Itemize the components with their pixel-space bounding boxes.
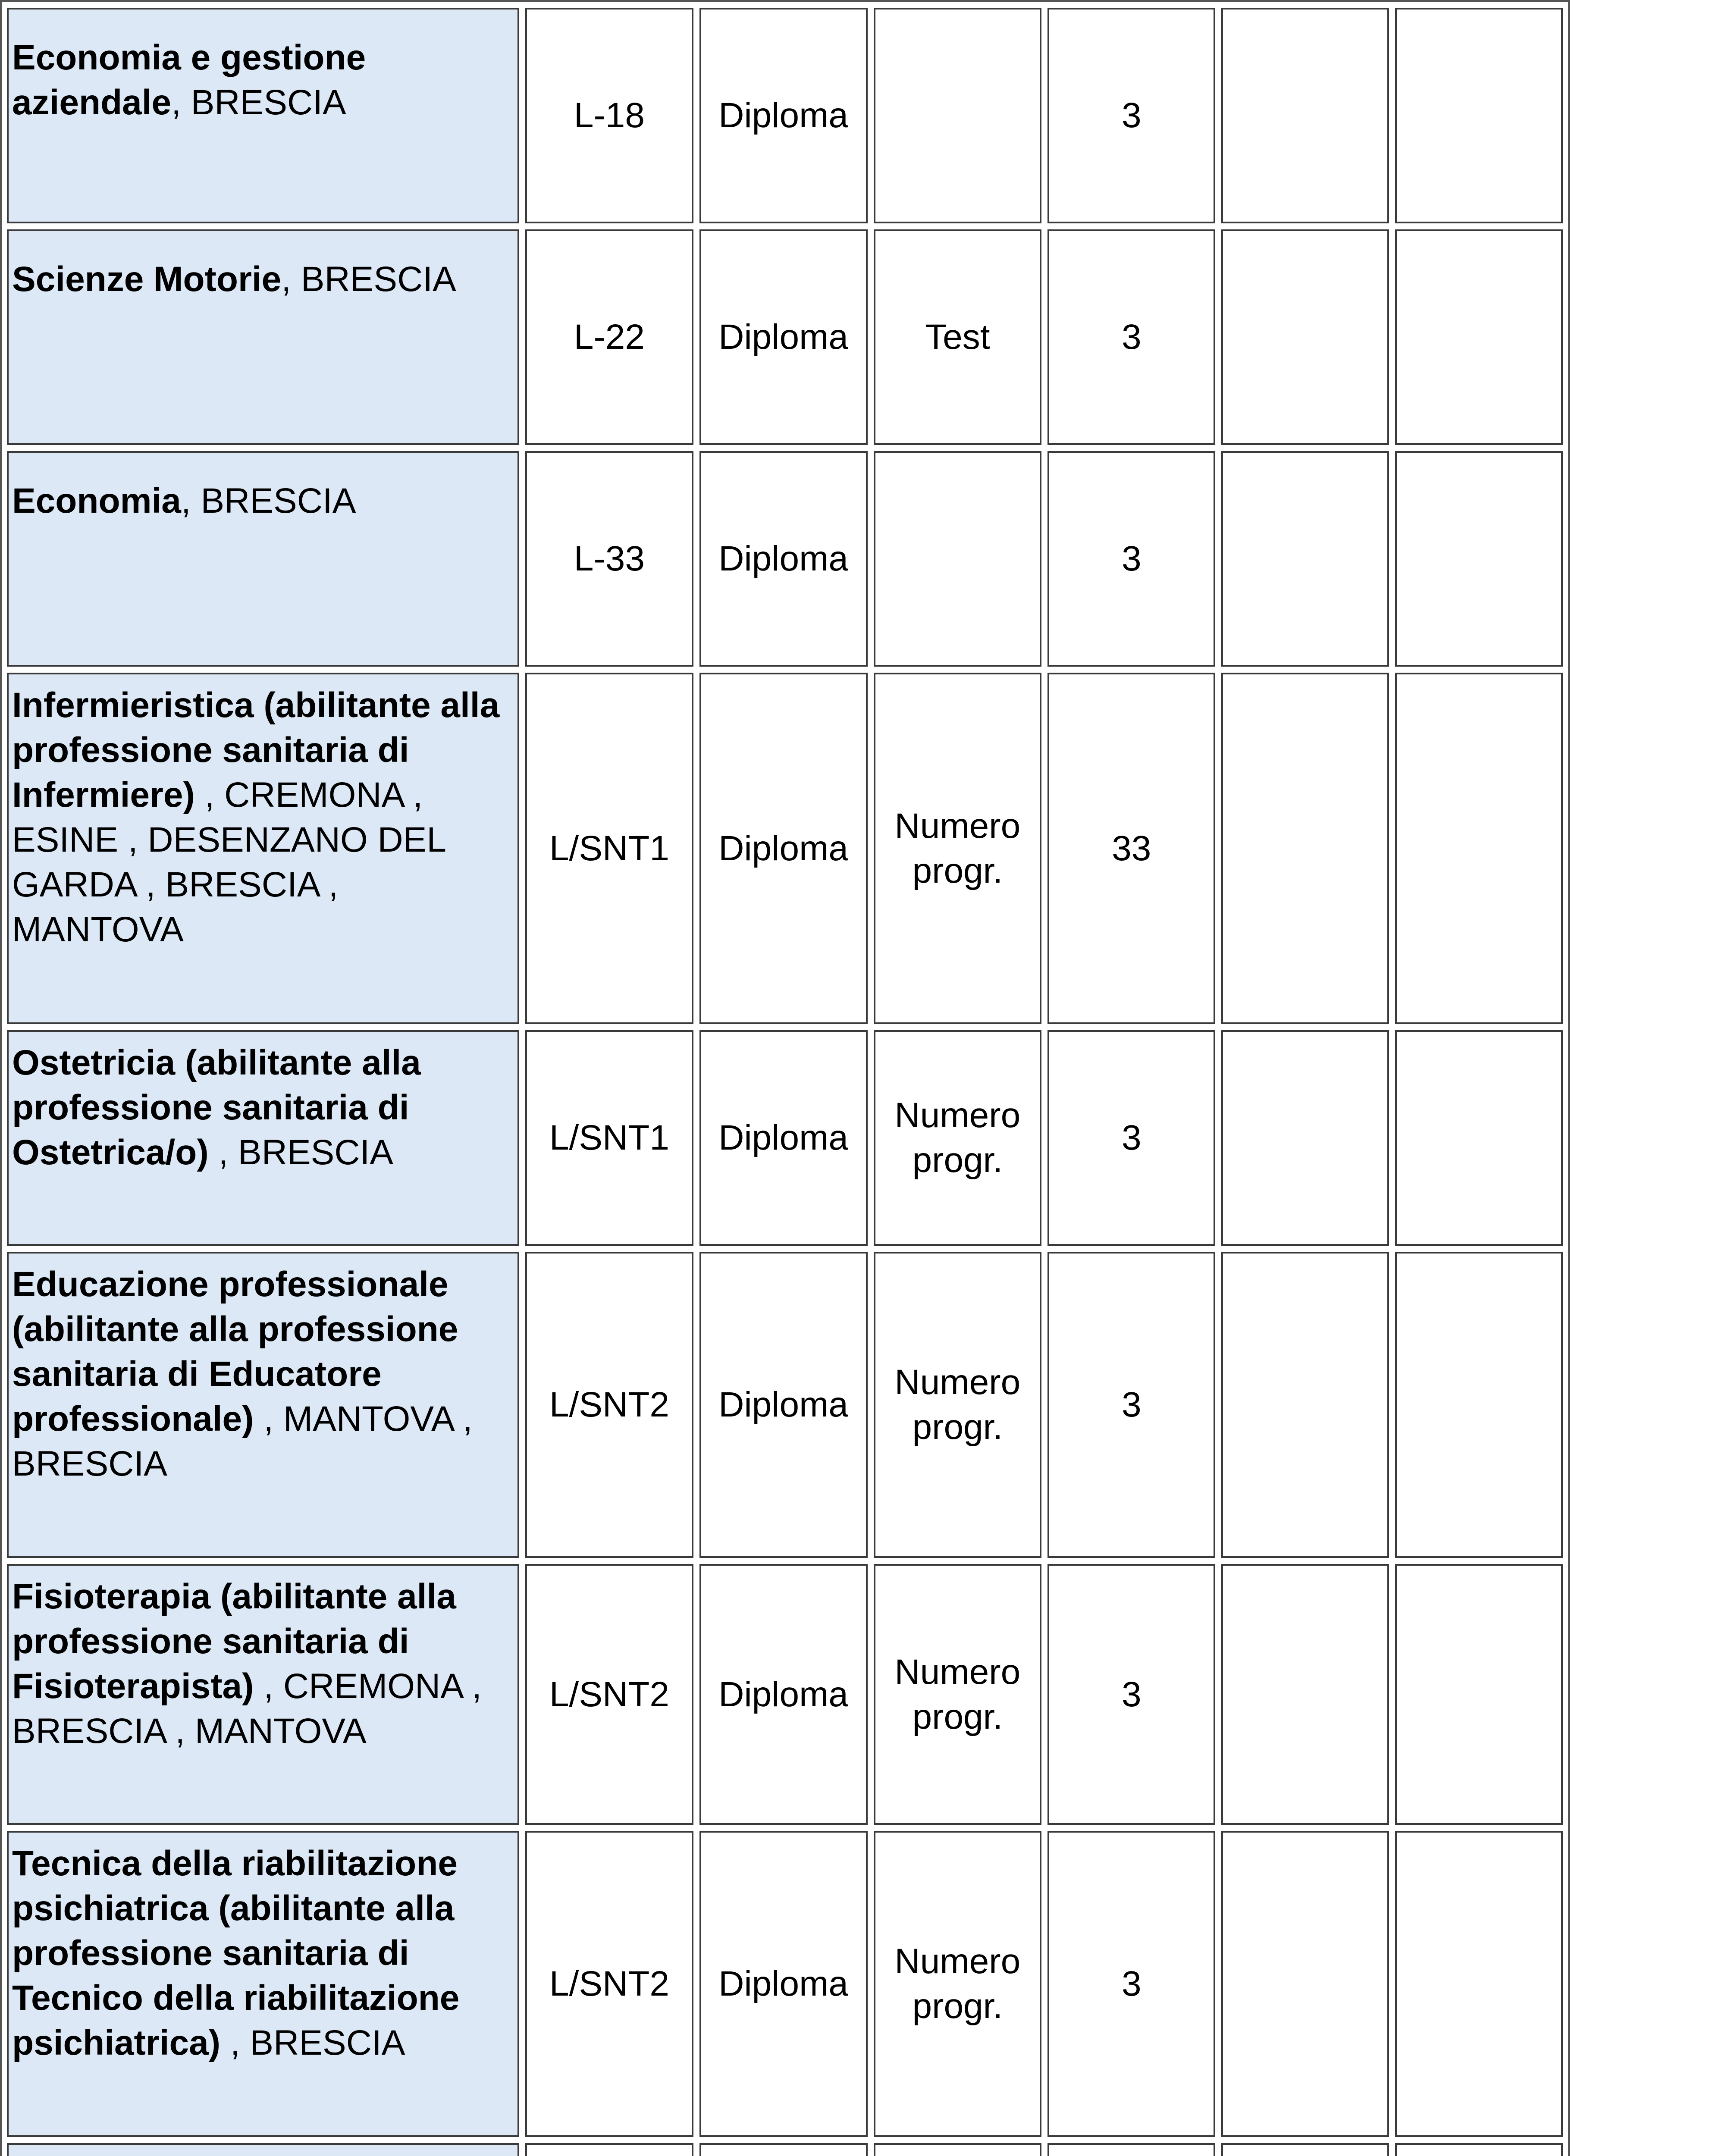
course-title: Tecnica della riabilitazione psichiatrica (abilitante alla professione sanitaria di Tecnico della riabilitazione psichiatrica): [12, 1844, 460, 2062]
course-name-cell: [7, 2143, 519, 2156]
extra-cell-2: [1395, 1831, 1563, 2137]
course-location: , CREMONA , ESINE , DESENZANO DEL GARDA , BRESCIA , MANTOVA: [12, 775, 445, 949]
extra-cell-2: [1395, 673, 1563, 1024]
course-location: , BRESCIA: [181, 481, 356, 520]
course-name-cell: [7, 1831, 519, 2137]
duration-cell: 3: [1047, 1030, 1215, 1246]
course-name-cell: [7, 229, 519, 445]
table-row: [7, 1831, 1563, 2137]
duration-cell: 3: [1047, 1252, 1215, 1558]
duration-cell: [1047, 2143, 1215, 2156]
course-location: , CREMONA , BRESCIA , MANTOVA: [12, 1667, 482, 1751]
extra-cell-2: [1395, 8, 1563, 223]
class-cell: L-22: [525, 229, 693, 445]
table-row: [7, 1252, 1563, 1558]
table-row: [7, 1030, 1563, 1246]
extra-cell-2: [1395, 1564, 1563, 1825]
extra-cell-2: [1395, 451, 1563, 667]
class-cell: L-18: [525, 8, 693, 223]
access-cell: Diploma: [699, 1252, 868, 1558]
admission-cell: Numero progr.: [874, 1831, 1042, 2137]
access-cell: Diploma: [699, 673, 868, 1024]
course-location: , BRESCIA: [208, 1133, 394, 1172]
access-cell: Diploma: [699, 8, 868, 223]
extra-cell-1: [1221, 1030, 1389, 1246]
extra-cell-2: [1395, 1030, 1563, 1246]
admission-cell: Numero progr.: [874, 1252, 1042, 1558]
extra-cell-1: [1221, 1252, 1389, 1558]
class-cell: L/SNT2: [525, 1564, 693, 1825]
table-row: [7, 2143, 1563, 2156]
duration-cell: 3: [1047, 229, 1215, 445]
extra-cell-1: [1221, 1831, 1389, 2137]
access-cell: Diploma: [699, 229, 868, 445]
table-row: [7, 229, 1563, 445]
course-title: Economia: [12, 481, 181, 520]
extra-cell-2: [1395, 2143, 1563, 2156]
duration-cell: 3: [1047, 1564, 1215, 1825]
course-location: , BRESCIA: [171, 83, 346, 122]
extra-cell-2: [1395, 229, 1563, 445]
course-title: Ostetricia (abilitante alla professione sanitaria di Ostetrica/o): [12, 1043, 421, 1172]
class-cell: L/SNT2: [525, 1831, 693, 2137]
duration-cell: 3: [1047, 8, 1215, 223]
course-title: Educazione professionale (abilitante alla professione sanitaria di Educatore professionale): [12, 1265, 458, 1438]
course-title: Economia e gestione aziendale: [12, 38, 366, 122]
extra-cell-1: [1221, 451, 1389, 667]
course-title: Fisioterapia (abilitante alla professione sanitaria di Fisioterapista): [12, 1577, 456, 1706]
course-name-cell: [7, 1252, 519, 1558]
course-name-cell: [7, 1564, 519, 1825]
admission-cell: Test: [874, 229, 1042, 445]
course-location: , MANTOVA , BRESCIA: [12, 1399, 473, 1483]
course-name-cell: [7, 1030, 519, 1246]
access-cell: Diploma: [699, 451, 868, 667]
class-cell: L/SNT2: [525, 1252, 693, 1558]
course-title: Scienze Motorie: [12, 260, 282, 299]
duration-cell: 3: [1047, 451, 1215, 667]
table-row: [7, 451, 1563, 667]
access-cell: [699, 2143, 868, 2156]
course-table: [1, 2, 1569, 2156]
extra-cell-1: [1221, 229, 1389, 445]
admission-cell: Numero progr.: [874, 673, 1042, 1024]
access-cell: Diploma: [699, 1831, 868, 2137]
extra-cell-1: [1221, 2143, 1389, 2156]
class-cell: L/SNT1: [525, 1030, 693, 1246]
class-cell: L/SNT1: [525, 673, 693, 1024]
admission-cell: [874, 8, 1042, 223]
access-cell: Diploma: [699, 1030, 868, 1246]
table-row: [7, 1564, 1563, 1825]
admission-cell: [874, 451, 1042, 667]
access-cell: Diploma: [699, 1564, 868, 1825]
duration-cell: 33: [1047, 673, 1215, 1024]
course-title: Infermieristica (abilitante alla professione sanitaria di Infermiere): [12, 686, 500, 815]
table-row: [7, 673, 1563, 1024]
extra-cell-1: [1221, 673, 1389, 1024]
extra-cell-2: [1395, 1252, 1563, 1558]
extra-cell-1: [1221, 1564, 1389, 1825]
admission-cell: Numero progr.: [874, 1564, 1042, 1825]
class-cell: L-33: [525, 451, 693, 667]
class-cell: [525, 2143, 693, 2156]
course-name-cell: [7, 8, 519, 223]
table-row: [7, 8, 1563, 223]
course-location: , BRESCIA: [281, 260, 456, 299]
admission-cell: Numero progr.: [874, 1030, 1042, 1246]
admission-cell: [874, 2143, 1042, 2156]
course-location: , BRESCIA: [220, 2023, 405, 2062]
course-name-cell: [7, 673, 519, 1024]
course-name-cell: [7, 451, 519, 667]
duration-cell: 3: [1047, 1831, 1215, 2137]
extra-cell-1: [1221, 8, 1389, 223]
